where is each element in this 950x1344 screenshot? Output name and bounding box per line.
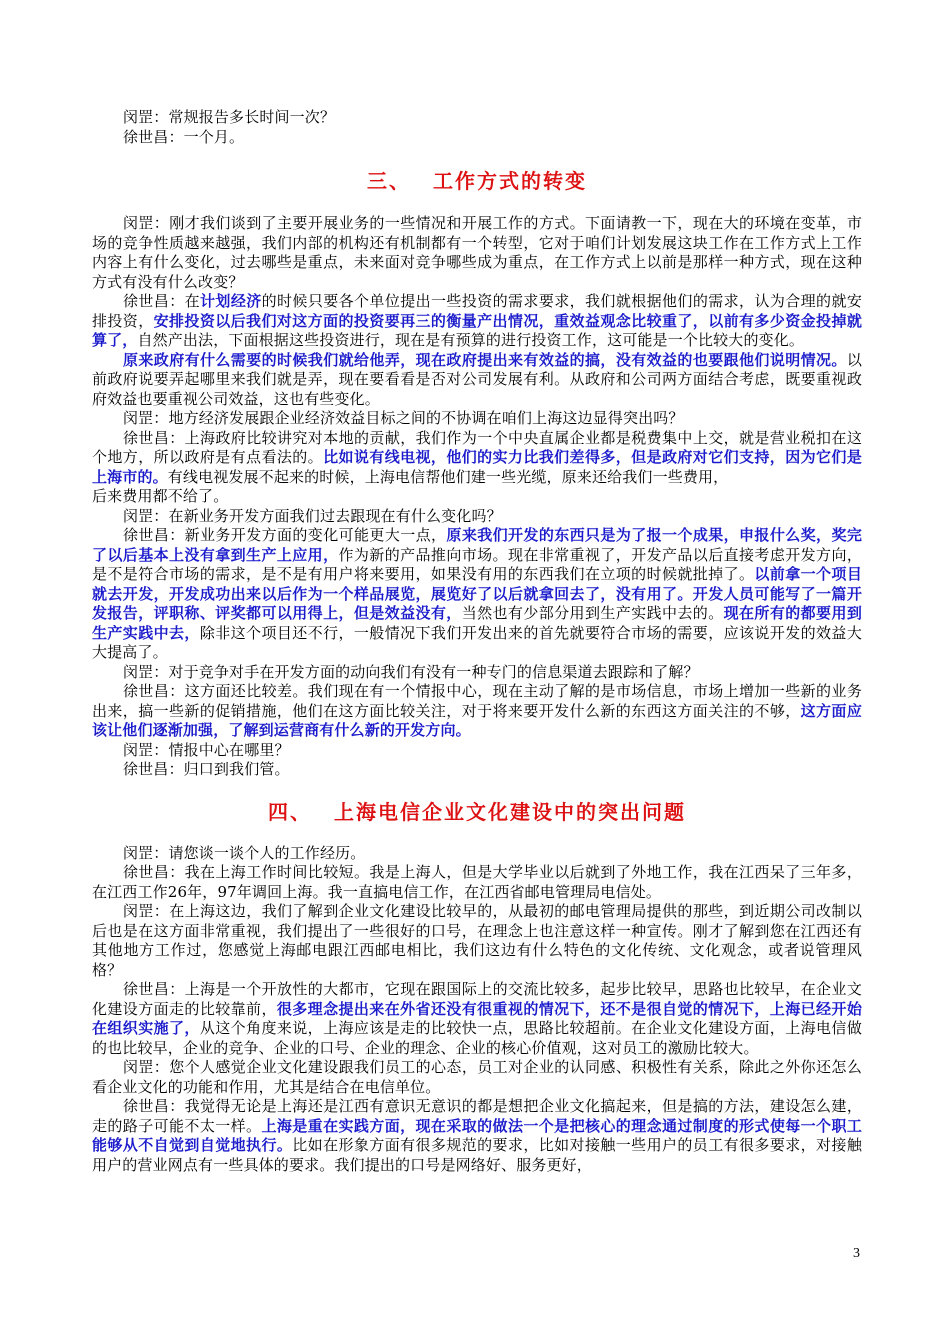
paragraph-p9 xyxy=(92,663,862,683)
paragraph-p6 xyxy=(92,429,862,488)
body-text: 闵罡：您个人感觉企业文化建设跟我们员工的心态，员工对企业的认同感、积极性有关系，除此之外你还怎么看企业文化的功能和作用，尤其是结合在电信单位。 xyxy=(92,1058,862,1096)
page-number: 3 xyxy=(853,1246,860,1261)
body-text: 除非这个项目还不行，一般情况下我们开发出来的首先就要符合市场的需要，应该说开发的效益大大提高了。 xyxy=(92,623,862,661)
emphasis-text: 这方面应该让他们逐渐加强，了解到运营商有什么新的开发方向。 xyxy=(92,701,862,739)
emphasis-text: 很多理念提出来在外省还没有很重视的情况下，还不是很自觉的情况下，上海已经开始在组织实施了， xyxy=(92,999,862,1037)
dialogue-section-c xyxy=(92,844,862,1176)
paragraph-p8 xyxy=(92,526,862,663)
heading-title: 上海电信企业文化建设中的突出问题 xyxy=(334,799,686,824)
paragraph-p4b xyxy=(92,351,862,410)
body-text: 徐世昌：上海政府比较讲究对本地的贡献，我们作为一个中央直属企业都是税费集中上交，就是营业税扣在这个地方，所以政府是有点看法的。 xyxy=(92,428,862,466)
paragraph-p16 xyxy=(92,980,862,1058)
body-text: 闵罡：情报中心在哪里？ xyxy=(123,740,290,759)
body-text: 后来费用都不给了。 xyxy=(92,487,229,505)
body-text: 有线电视发展不起来的时候，上海电信帮他们建一些光缆，原来还给我们一些费用， xyxy=(167,467,729,486)
paragraph-p5 xyxy=(92,409,862,429)
body-text: 徐世昌：新业务开发方面的变化可能更大一点， xyxy=(123,526,447,544)
heading-title: 工作方式的转变 xyxy=(433,169,587,193)
body-text: 的时候只要各个单位提出一些投资的需求要求，我们就根据他们的需求，认为合理的就安排投资， xyxy=(92,292,862,330)
paragraph-p1 xyxy=(92,108,862,128)
paragraph-p15 xyxy=(92,902,862,980)
section-heading-4 xyxy=(92,796,862,825)
body-text: 比如在形象方面有很多规范的要求，比如对接触一些用户的员工有很多要求，对接触用户的营业网点有一些具体的要求。我们提出的口号是网络好、服务更好， xyxy=(92,1136,862,1174)
body-text: 以前政府说要弄起哪里来我们就是弄，现在要看看是否对公司发展有利。从政府和公司两方面结合考虑，既要重视政府效益也要重视公司效益，这也有些变化。 xyxy=(92,350,862,408)
heading-number: 三、 xyxy=(367,169,411,193)
paragraph-p11 xyxy=(92,741,862,761)
emphasis-text: 安排投资以后我们对这方面的投资要再三的衡量产出情况，重效益观念比较重了，以前有多少资金投掉就算了， xyxy=(92,311,862,349)
body-text: 徐世昌：归口到我们管。 xyxy=(123,760,290,778)
body-text: 徐世昌：一个月。 xyxy=(123,127,245,146)
heading-number: 四、 xyxy=(268,799,312,824)
emphasis-text: 现在所有的都要用到生产实践中去， xyxy=(92,604,862,642)
emphasis-text: 计划经济 xyxy=(200,292,262,310)
body-text: 闵罡：请您谈一谈个人的工作经历。 xyxy=(123,843,366,862)
paragraph-p14 xyxy=(92,863,862,902)
body-text: 徐世昌：在 xyxy=(123,292,201,310)
emphasis-text: 上海是重在实践方面，现在采取的做法一个是把核心的理念通过制度的形式使每一个职工能够从不自觉到自觉地执行。 xyxy=(92,1116,863,1154)
paragraph-p4 xyxy=(92,292,862,351)
body-text: 闵罡：刚才我们谈到了主要开展业务的一些情况和开展工作的方式。下面请教一下，现在大的环境在变革，市场的竞争性质越来越强，我们内部的机构还有机制都有一个转型，它对于咱们计划发展这块工作在工作方式上工作内容上有什么变化，过去哪些是重点，未来面对竞争哪些成为重点，在工作方式上以前是那样一种方式，现在这种方式有没有什么改变？ xyxy=(92,214,862,291)
body-text: 徐世昌：我在上海工作时间比较短。我是上海人，但是大学毕业以后就到了外地工作，我在江西呆了三年多，在江西工作26年，97年调回上海。我一直搞电信工作，在江西省邮电管理局电信处。 xyxy=(92,863,862,901)
body-text: 从这个角度来说，上海应该是走的比较快一点，思路比较超前。在企业文化建设方面，上海电信做的也比较早，企业的竞争、企业的口号、企业的理念、企业的核心价值观，这对员工的激励比较大。 xyxy=(92,1019,862,1057)
dialogue-section-a xyxy=(92,108,862,147)
body-text: 闵罡：地方经济发展跟企业经济效益目标之间的不协调在咱们上海这边显得突出吗？ xyxy=(123,409,684,427)
body-text: 徐世昌：我觉得无论是上海还是江西有意识无意识的都是想把企业文化搞起来，但是搞的方法，建设怎么建，走的路子可能不太一样。 xyxy=(92,1097,862,1135)
body-text: 闵罡：在新业务开发方面我们过去跟现在有什么变化吗？ xyxy=(123,506,502,525)
body-text: 徐世昌：上海是一个开放性的大都市，它现在跟国际上的交流比较多，起步比较早，思路也比较早，在企业文化建设方面走的比较靠前， xyxy=(92,980,862,1018)
body-text: 作为新的产品推向市场。现在非常重视了，开发产品以后直接考虑开发方向，是不是符合市场的需求，是不是有用户将来要用，如果没有用的东西我们在立项的时候就批掉了。 xyxy=(92,545,862,583)
document-page xyxy=(92,108,862,1175)
body-text: 闵罡：在上海这边，我们了解到企业文化建设比较早的，从最初的邮电管理局提供的那些，到近期公司改制以后也是在这方面非常重视，我们提出了一些很好的口号，在理念上也注意这样一种宣传。刚才了解到您在江西还有其他地方工作过，您感觉上海邮电跟江西邮电相比，我们这边有什么特色的文化传统、文化观念，或者说管理风格？ xyxy=(92,902,862,979)
emphasis-text: 原来政府有什么需要的时候我们就给他弄，现在政府提出来有效益的搞，没有效益的也要跟他们说明情况。 xyxy=(123,350,847,369)
section-heading-3 xyxy=(92,165,862,194)
body-text: 当然也有少部分用到生产实践中去的。 xyxy=(461,604,724,622)
body-text: 自然产出法，下面根据这些投资进行，现在是有预算的进行投资工作，这可能是一个比较大的变化。 xyxy=(137,331,805,349)
paragraph-p6b xyxy=(92,487,862,507)
body-text: 闵罡：常规报告多长时间一次？ xyxy=(123,108,336,126)
paragraph-p2 xyxy=(92,128,862,148)
paragraph-p3 xyxy=(92,214,862,292)
body-text: 闵罡：对于竞争对手在开发方面的动向我们有没有一种专门的信息渠道去跟踪和了解？ xyxy=(123,662,699,681)
body-text: 徐世昌：这方面还比较差。我们现在有一个情报中心，现在主动了解的是市场信息，市场上增加一些新的业务出来，搞一些新的促销措施，他们在这方面比较关注，对于将来要开发什么新的东西这方面关注的不够， xyxy=(92,682,862,720)
paragraph-p17 xyxy=(92,1058,862,1097)
paragraph-p13 xyxy=(92,844,862,864)
paragraph-p10 xyxy=(92,682,862,741)
emphasis-text: 原来我们开发的东西只是为了报一个成果，申报什么奖，奖完了以后基本上没有拿到生产上应用， xyxy=(92,526,862,564)
paragraph-p7 xyxy=(92,507,862,527)
emphasis-text: 比如说有线电视，他们的实力比我们差得多，但是政府对它们支持，因为它们是上海市的。 xyxy=(92,448,862,486)
dialogue-section-b xyxy=(92,214,862,780)
paragraph-p12 xyxy=(92,760,862,780)
paragraph-p18 xyxy=(92,1097,862,1175)
emphasis-text: 以前拿一个项目就去开发，开发成功出来以后作为一个样品展览，展览好了以后就拿回去了，没有用了。开发人员可能写了一篇开发报告，评职称、评奖都可以用得上，但是效益没有， xyxy=(92,565,862,622)
